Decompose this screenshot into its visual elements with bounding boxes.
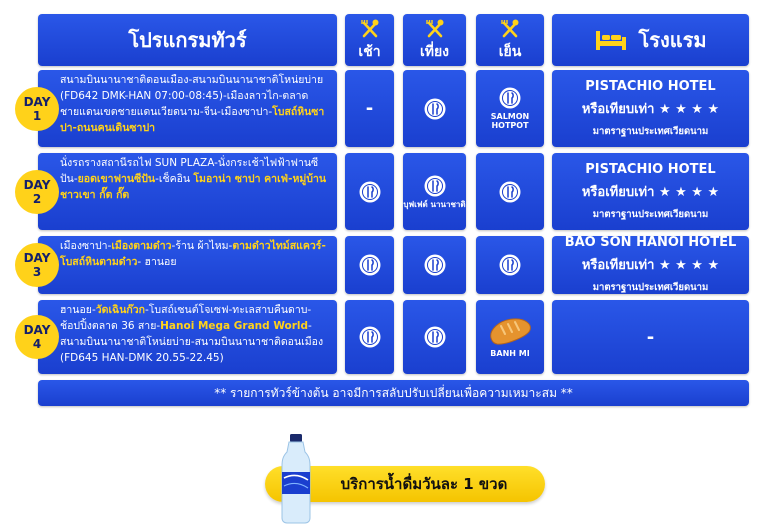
plate-cutlery-icon <box>359 254 381 276</box>
program-text: -โบสถ์เซนต์โจเซฟ-ทะเลสาบคืนดาบ-ช้อปปิ้งตลาด 36 สาย- <box>60 304 312 332</box>
plate-cutlery-icon <box>424 326 446 348</box>
plate-cutlery-icon <box>499 87 521 109</box>
no-meal-dash: - <box>365 98 374 119</box>
breakfast-cell-day-3 <box>345 236 394 294</box>
hotel-standard: มาตราฐานประเทศเวียดนาม <box>592 282 709 293</box>
program-text: สนามบินนานาชาติดอนเมือง-สนามบินนานาชาติโหน่ยบ่าย (FD642 DMK-HAN 07:00-08:45)-เมืองลาวไก-ตลาดชายแดนเขตชายแดนเวียดนาม-จีน-เมืองซาปา- <box>60 74 324 118</box>
program-text: -ร้าน ผ้าไหม- <box>171 240 233 252</box>
water-service-text: บริการน้ำดื่มวันละ 1 ขวด <box>340 475 508 493</box>
plate-cutlery-icon <box>499 254 521 276</box>
bed-icon <box>594 28 628 52</box>
program-cell-day-1 <box>38 70 337 147</box>
header-hotel-label: โรงแรม <box>638 28 707 52</box>
day-badge <box>15 87 59 131</box>
day-badge <box>15 315 59 359</box>
program-highlight: โบสถ์หินซาปา-ถนนคนเดินซาปา <box>60 106 325 134</box>
hotel-standard: มาตราฐานประเทศเวียดนาม <box>592 208 709 220</box>
lunch-cell-day-3 <box>403 236 466 294</box>
header-program-label: โปรแกรมทัวร์ <box>128 28 247 52</box>
hotel-cell-day-3 <box>552 236 749 294</box>
plate-cutlery-icon <box>499 181 521 203</box>
day-badge <box>15 170 59 214</box>
day-badge-number: 1 <box>32 108 42 123</box>
header-hotel <box>552 14 749 66</box>
fork-spoon-icon <box>499 18 521 40</box>
header-dinner <box>476 14 544 66</box>
program-text: -สนามบินนานาชาติโหน่ยบ่าย-สนามบินนานาชาติดอนเมือง (FD645 HAN-DMK 20.55-22.45) <box>60 320 324 364</box>
tour-note <box>38 380 749 406</box>
plate-cutlery-icon <box>424 175 446 197</box>
day-badge-number: 3 <box>32 265 42 279</box>
header-program <box>38 14 337 66</box>
day-badge-label: DAY <box>23 251 51 265</box>
no-hotel-dash: - <box>646 326 655 348</box>
program-cell-day-3 <box>38 236 337 294</box>
program-text: -เช็คอิน <box>155 173 194 185</box>
header-dinner-label: เย็น <box>498 43 522 60</box>
plate-cutlery-icon <box>424 254 446 276</box>
program-highlight: วัดเฉินก๊วก <box>95 304 145 316</box>
program-highlight: โมอาน่า ซาปา คาเฟ่-หมู่บ้านชาวเขา กั๊ต กั๊ต <box>60 173 327 201</box>
program-text: ฮานอย- <box>60 304 96 316</box>
header-lunch-label: เที่ยง <box>419 43 450 60</box>
meal-caption: BANH MI <box>490 349 530 358</box>
dinner-cell-day-4 <box>476 300 544 374</box>
fork-spoon-icon <box>359 18 381 40</box>
hotel-rating: หรือเทียบเท่า ★ ★ ★ ★ <box>581 101 720 117</box>
dinner-cell-day-2 <box>476 153 544 230</box>
hotel-cell-day-2 <box>552 153 749 230</box>
day-badge-number: 2 <box>32 191 42 206</box>
program-cell-day-4 <box>38 300 337 374</box>
program-cell-day-2 <box>38 153 337 230</box>
dinner-cell-day-3 <box>476 236 544 294</box>
header-breakfast-label: เช้า <box>358 43 381 60</box>
plate-cutlery-icon <box>424 98 446 120</box>
day-badge-number: 4 <box>32 337 42 351</box>
day-badge <box>15 243 59 287</box>
hotel-cell-day-4 <box>552 300 749 374</box>
hotel-standard: มาตราฐานประเทศเวียดนาม <box>592 125 709 137</box>
tour-note-text: ** รายการทัวร์ข้างต้น อาจมีการสลับปรับเปลี่ยนเพื่อความเหมาะสม ** <box>214 385 573 400</box>
plate-cutlery-icon <box>359 181 381 203</box>
hotel-cell-day-1 <box>552 70 749 147</box>
program-text: นั่งรถรางสถานีรถไฟ SUN PLAZA-นั่งกระเช้าไฟฟ้าฟานซีปัน- <box>60 157 319 185</box>
meal-caption: SALMON HOTPOT <box>490 112 530 130</box>
program-text: เมืองซาปา- <box>60 240 112 252</box>
lunch-cell-day-2 <box>403 153 466 230</box>
dinner-cell-day-1 <box>476 70 544 147</box>
fork-spoon-icon <box>424 18 446 40</box>
hotel-rating: หรือเทียบเท่า ★ ★ ★ ★ <box>581 258 720 273</box>
program-highlight: ยอดเขาฟานซีปัน <box>77 173 156 185</box>
hotel-name: PISTACHIO HOTEL <box>585 78 716 94</box>
program-highlight: ตามด๋าวไทม์สแควร์-โบสถ์หินตามด๋าว <box>60 240 326 268</box>
lunch-cell-day-4 <box>403 300 466 374</box>
program-highlight: เมืองตามด๋าว <box>111 240 172 252</box>
breakfast-cell-day-2 <box>345 153 394 230</box>
hotel-name: PISTACHIO HOTEL <box>585 161 716 177</box>
breakfast-cell-day-1 <box>345 70 394 147</box>
header-lunch <box>403 14 466 66</box>
bread-icon <box>487 316 533 346</box>
meal-caption: บุฟเฟต์ นานาชาติ <box>403 199 466 209</box>
program-text: - ฮานอย <box>137 256 177 268</box>
day-badge-label: DAY <box>23 177 51 192</box>
plate-cutlery-icon <box>359 326 381 348</box>
water-bottle-icon <box>278 434 314 524</box>
day-badge-label: DAY <box>23 323 51 337</box>
header-breakfast <box>345 14 394 66</box>
hotel-rating: หรือเทียบเท่า ★ ★ ★ ★ <box>581 184 720 200</box>
lunch-cell-day-1 <box>403 70 466 147</box>
hotel-name: BAO SON HANOI HOTEL <box>564 235 737 250</box>
day-badge-label: DAY <box>23 94 51 109</box>
breakfast-cell-day-4 <box>345 300 394 374</box>
program-highlight: Hanoi Mega Grand World <box>160 320 309 332</box>
